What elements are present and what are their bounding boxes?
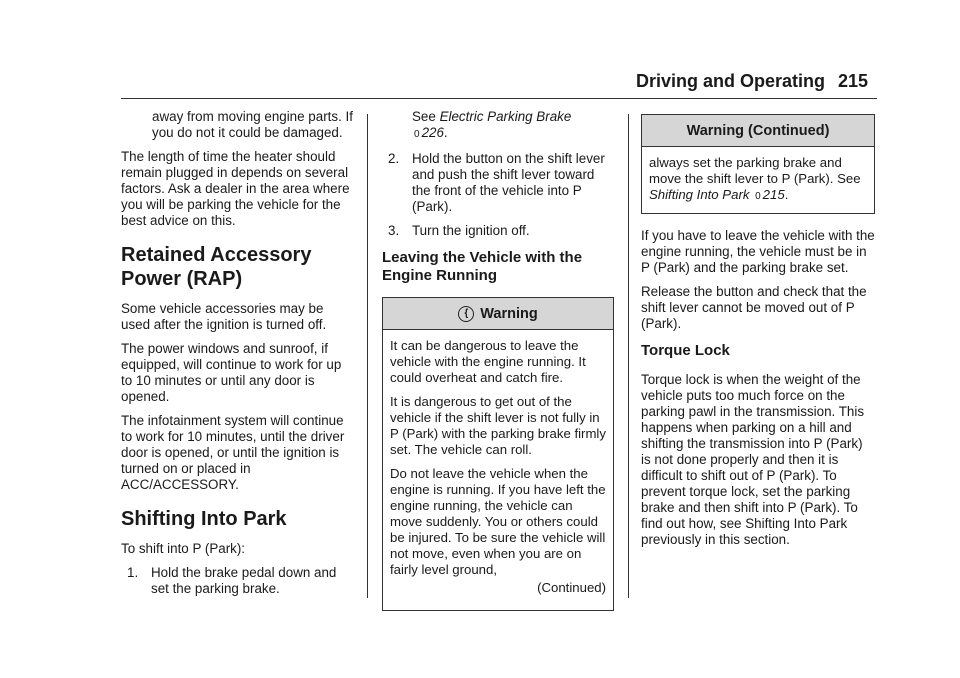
warning-icon: {: [458, 306, 474, 322]
list-item: 3. Turn the ignition off.: [388, 223, 530, 238]
shifting-into-park-link[interactable]: Shifting Into Park: [649, 187, 750, 202]
heading-retained-accessory-power: Retained Accessory Power (RAP): [121, 244, 312, 290]
page-ref-arrow-icon: 0: [414, 129, 420, 140]
warning-title: Warning: [480, 305, 538, 322]
release-button-paragraph: Release the button and check that the shift lever cannot be moved out of P (Park).: [641, 284, 867, 331]
electric-parking-brake-link[interactable]: Electric Parking Brake: [439, 109, 572, 124]
step1-see-reference: See Electric Parking Brake 0 226.: [412, 109, 572, 140]
warning-box: [382, 297, 614, 611]
rap-paragraph: Some vehicle accessories may be used after the ignition is turned off.: [121, 301, 327, 332]
column-2: [382, 109, 614, 611]
warning-paragraph: It is dangerous to get out of the vehicle if the shift lever is not fully in P (Park) with the parking brake firmly set. The vehicle can roll.: [390, 394, 606, 457]
windows-paragraph: The power windows and sunroof, if equipped, will continue to work for up to 10 minutes or until any door is opened.: [121, 341, 342, 404]
page-reference[interactable]: 226: [421, 125, 444, 140]
heading-torque-lock: Torque Lock: [641, 342, 730, 359]
warning-title: Warning (Continued): [686, 122, 830, 139]
list-item: 2. Hold the button on the shift lever and push the shift lever toward the front of the vehicle into P (Park).: [388, 151, 605, 214]
warning-paragraph: always set the parking brake and move the shift lever to P (Park). See Shifting Into Park 0 215.: [649, 155, 861, 202]
heater-text-cont: away from moving engine parts. If you do not it could be damaged.: [152, 109, 353, 140]
warning-box-continued: [641, 114, 875, 214]
warning-body: [642, 147, 874, 213]
warning-body: [383, 330, 613, 610]
page-number: 215: [838, 71, 869, 91]
list-item: 1. Hold the brake pedal down and set the parking brake.: [127, 565, 337, 596]
engine-running-paragraph: If you have to leave the vehicle with the engine running, the vehicle must be in P (Park) and the parking brake set.: [641, 228, 875, 275]
continued-label: (Continued): [537, 580, 606, 595]
column-divider: [628, 114, 629, 598]
warning-header: [642, 115, 874, 147]
park-intro: To shift into P (Park):: [121, 541, 246, 556]
torque-lock-paragraph: Torque lock is when the weight of the vehicle puts too much force on the parking pawl in the transmission. This happens when parking on a hill and shifting the transmission into P (Park) is not done properly and then it is difficult to shift out of P (Park). To prevent torque lock, set the parking brake and then shift into P (Park). To find out how, see Shifting Into Park previously in this section.: [641, 372, 865, 547]
warning-paragraph: It can be dangerous to leave the vehicle with the engine running. It could overheat and catch fire.: [390, 338, 586, 385]
column-divider: [367, 114, 368, 598]
header-rule: [121, 98, 877, 99]
column-3: [641, 114, 875, 556]
heading-shifting-into-park: Shifting Into Park: [121, 508, 287, 530]
heading-leaving-vehicle: Leaving the Vehicle with the Engine Running: [382, 249, 583, 284]
warning-header: [383, 298, 613, 330]
warning-paragraph: Do not leave the vehicle when the engine is running. If you have left the engine running, the vehicle can move suddenly. You or others could be injured. To be sure the vehicle will not move, even when you are on fairly level ground,: [390, 466, 606, 577]
park-steps: [121, 565, 356, 597]
park-steps-cont: [382, 151, 614, 239]
page-ref-arrow-icon: 0: [755, 191, 761, 202]
page-reference[interactable]: 215: [762, 187, 785, 202]
infotainment-paragraph: The infotainment system will continue to work for 10 minutes, until the driver door is opened, or until the ignition is turned on or placed in ACC/ACCESSORY.: [121, 413, 345, 492]
section-title: Driving and Operating: [635, 71, 825, 91]
heater-paragraph: The length of time the heater should remain plugged in depends on several factors. Ask a dealer in the area where you will be parking the vehicle for the best advice on this.: [121, 149, 350, 228]
column-1: [121, 109, 356, 605]
